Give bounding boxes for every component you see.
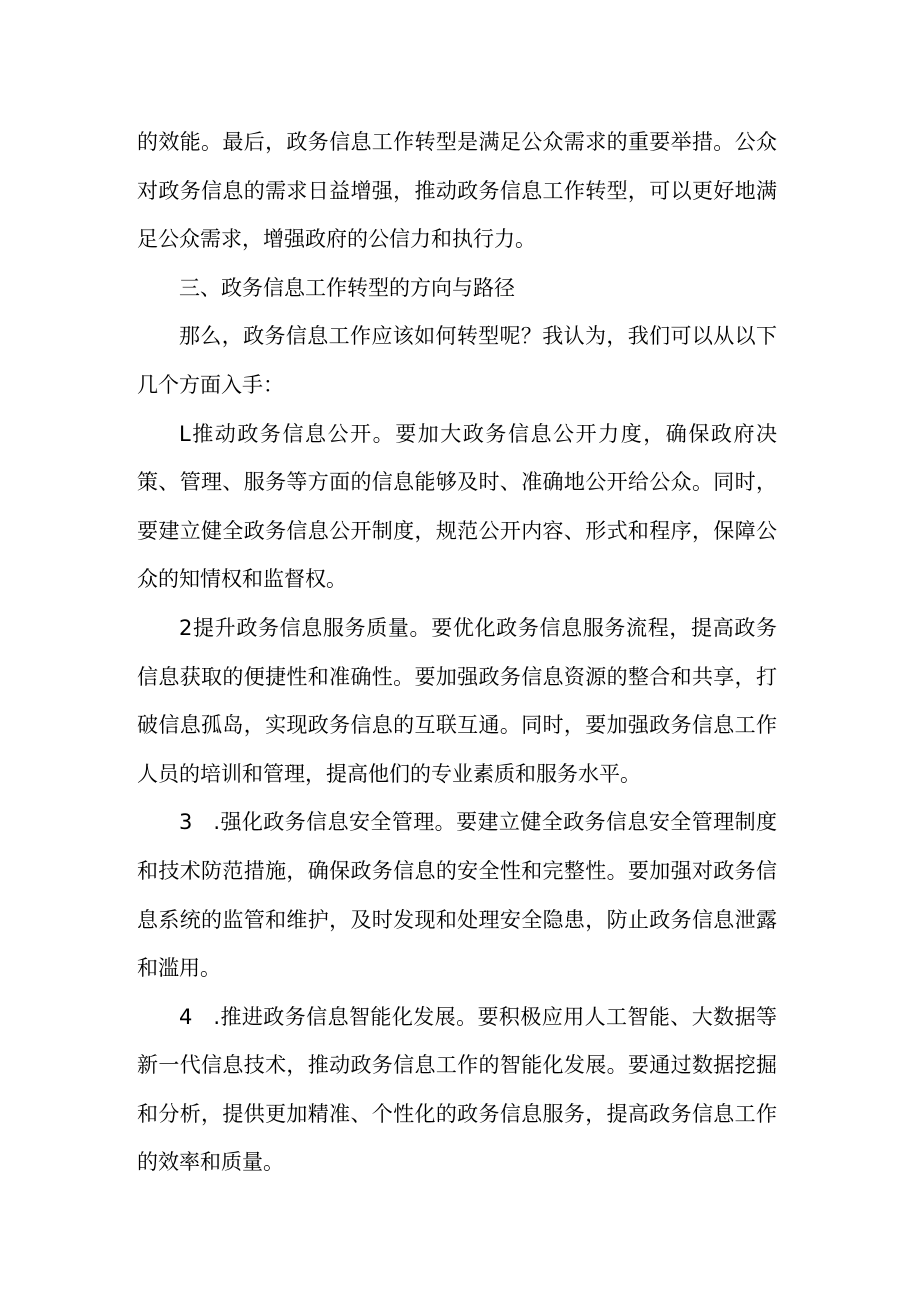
- paragraph-question: 那么，政务信息工作应该如何转型呢？我认为，我们可以从以下几个方面入手：: [137, 324, 777, 397]
- paragraph-item-2: 2提升政务信息服务质量。要优化政务信息服务流程，提高政务信息获取的便捷性和准确性。要加强政务信息资源的整合和共享，打破信息孤岛，实现政务信息的互联互通。同时，要加强政务信息工作人员的培训和管理，提高他们的专业素质和服务水平。: [137, 615, 777, 786]
- section-heading-3: 三、政务信息工作转型的方向与路径: [179, 275, 515, 300]
- paragraph-item-1: L推动政务信息公开。要加大政务信息公开力度，确保政府决策、管理、服务等方面的信息能够及时、准确地公开给公众。同时，要建立健全政务信息公开制度，规范公开内容、形式和程序，保障公众的知情权和监督权。: [137, 421, 777, 592]
- paragraph-item-3: 3 .强化政务信息安全管理。要建立健全政务信息安全管理制度和技术防范措施，确保政务信息的安全性和完整性。要加强对政务信息系统的监管和维护，及时发现和处理安全隐患，防止政务信息泄露和滥用。: [137, 810, 777, 981]
- document-body: [137, 118, 777, 1187]
- paragraph-intro-continuation: 的效能。最后，政务信息工作转型是满足公众需求的重要举措。公众对政务信息的需求日益增强，推动政务信息工作转型，可以更好地满足公众需求，增强政府的公信力和执行力。: [137, 130, 777, 252]
- paragraph-item-4: 4 .推进政务信息智能化发展。要积极应用人工智能、大数据等新一代信息技术，推动政务信息工作的智能化发展。要通过数据挖掘和分析，提供更加精准、个性化的政务信息服务，提高政务信息工作的效率和质量。: [137, 1004, 777, 1175]
